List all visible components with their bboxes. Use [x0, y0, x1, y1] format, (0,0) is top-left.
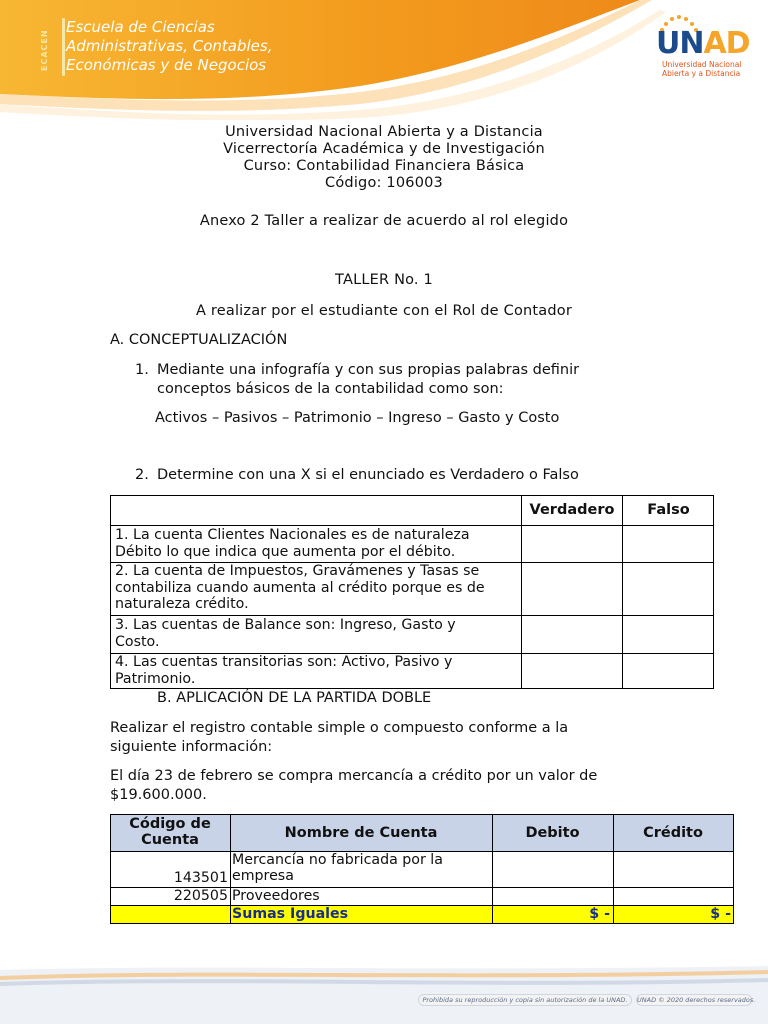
event-line-1: El día 23 de febrero se compra mercancía a crédito por un valor de [110, 768, 598, 784]
heading-line-3: Curso: Contabilidad Financiera Básica [243, 158, 525, 174]
row-2-codigo: 220505 [173, 888, 228, 904]
footer-copyright: UNAD © 2020 derechos reservados. [637, 996, 756, 1004]
sums-debito: $ - [589, 906, 610, 922]
item-2-number: 2. [135, 467, 149, 483]
header-codigo-line-2: Cuenta [141, 832, 199, 848]
footer-notice: Prohibida su reproducción y copia sin autorización de la UNAD. [418, 994, 632, 1006]
section-a-heading: A. CONCEPTUALIZACIÓN [110, 332, 288, 348]
school-divider [62, 18, 65, 76]
unad-logo [656, 14, 748, 84]
header-credito: Crédito [643, 825, 703, 841]
instruction-line-1: Realizar el registro contable simple o compuesto conforme a la [110, 720, 569, 736]
statement-2 [115, 563, 525, 613]
statement-3-line-2: Costo. [115, 633, 160, 650]
logo-subtitle [662, 60, 752, 78]
header-codigo-line-1: Código de [129, 816, 211, 832]
header-falso: Falso [647, 502, 690, 518]
footer-banner [0, 960, 768, 1024]
item-1-line-1: Mediante una infografía y con sus propias palabras definir [157, 362, 580, 378]
heading-line-4: Código: 106003 [325, 175, 443, 191]
school-name [66, 18, 273, 75]
statement-1-line-2: Débito lo que indica que aumenta por el débito. [115, 543, 456, 560]
sums-credito: $ - [710, 906, 731, 922]
school-line-1: Escuela de Ciencias [66, 18, 215, 36]
school-line-2: Administrativas, Contables, [66, 37, 273, 55]
instruction-line-2: siguiente información: [110, 739, 273, 755]
concepts-list: Activos – Pasivos – Patrimonio – Ingreso – Gasto y Costo [155, 410, 560, 426]
statement-3 [115, 617, 525, 650]
role-title: A realizar por el estudiante con el Rol de Contador [195, 303, 573, 319]
institution-heading [0, 124, 768, 192]
statement-3-line-1: 3. Las cuentas de Balance son: Ingreso, Gasto y [115, 617, 456, 633]
statement-1-line-1: 1. La cuenta Clientes Nacionales es de naturaleza [115, 527, 470, 543]
true-false-table [110, 495, 714, 689]
ecacen-side-label: ECACEN [40, 29, 49, 71]
row-1-nombre-line-1: Mercancía no fabricada por la [232, 852, 443, 868]
event-line-2: $19.600.000. [110, 787, 207, 803]
logo-sub-line-2: Abierta y a Distancia [662, 69, 741, 78]
heading-line-2: Vicerrectoría Académica y de Investigación [223, 141, 545, 157]
header-verdadero: Verdadero [529, 502, 615, 518]
table-divider [111, 615, 713, 616]
statement-2-line-2: contabiliza cuando aumenta al crédito porque es de [115, 579, 485, 596]
logo-sub-line-1: Universidad Nacional [662, 60, 742, 69]
item-2-text: Determine con una X si el enunciado es Verdadero o Falso [157, 467, 579, 483]
journal-entry-table [110, 814, 734, 924]
logo-wordmark [656, 26, 748, 61]
statement-4-line-1: 4. Las cuentas transitorias son: Activo, Pasivo y [115, 654, 453, 670]
header-codigo [110, 816, 230, 848]
logo-word-un: UN [656, 26, 704, 61]
footer-wave-graphic [0, 960, 768, 1024]
school-line-3: Económicas y de Negocios [66, 56, 267, 74]
table-divider [110, 923, 734, 924]
row-2-nombre: Proveedores [232, 888, 320, 904]
row-1-nombre [232, 852, 443, 884]
table-divider [733, 814, 734, 924]
statement-4-line-2: Patrimonio. [115, 670, 196, 687]
sums-label: Sumas Iguales [232, 906, 349, 922]
item-1-line-2: conceptos básicos de la contabilidad como son: [157, 381, 504, 397]
taller-title: TALLER No. 1 [335, 272, 433, 288]
section-b-heading: B. APLICACIÓN DE LA PARTIDA DOBLE [157, 690, 432, 706]
row-1-nombre-line-2: empresa [232, 868, 294, 884]
statement-1 [115, 527, 525, 560]
table-divider [111, 525, 713, 526]
header-debito: Debito [525, 825, 580, 841]
header-banner [0, 0, 768, 120]
logo-word-ad: AD [703, 26, 750, 61]
statement-2-line-1: 2. La cuenta de Impuestos, Gravámenes y Tasas se [115, 563, 480, 579]
item-1-number: 1. [135, 362, 149, 378]
anexo-title: Anexo 2 Taller a realizar de acuerdo al rol elegido [199, 213, 569, 229]
header-nombre: Nombre de Cuenta [284, 825, 438, 841]
row-1-codigo: 143501 [173, 870, 228, 886]
table-divider [110, 814, 734, 815]
statement-4 [115, 654, 525, 687]
heading-line-1: Universidad Nacional Abierta y a Distancia [225, 124, 543, 140]
statement-2-line-3: naturaleza crédito. [115, 596, 249, 612]
